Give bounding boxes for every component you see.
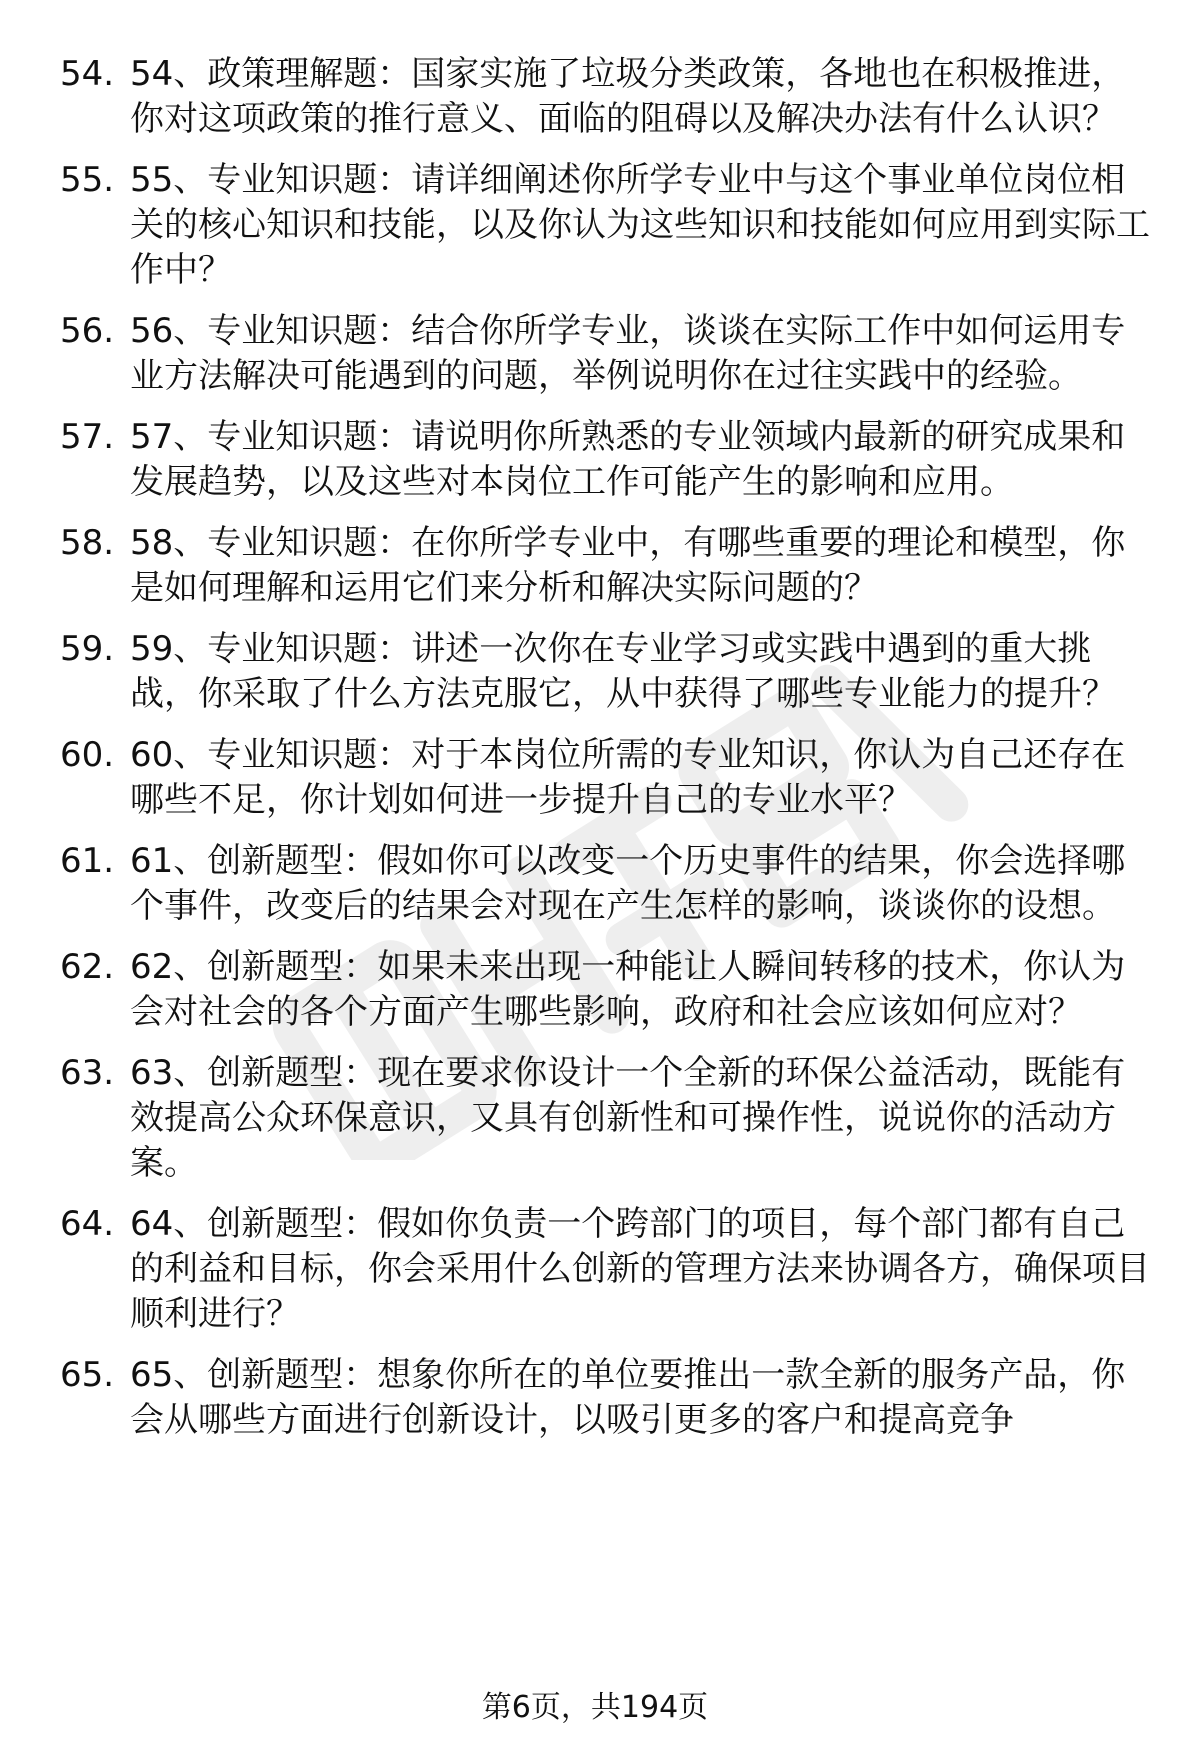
question-item [60,839,1150,929]
question-text: 65、创新题型：想象你所在的单位要推出一款全新的服务产品，你会从哪些方面进行创新设计，以吸引更多的客户和提高竞争 [130,1355,1126,1440]
question-number: 64. [60,1204,115,1244]
page-number-footer: 第6页，共194页 [481,1690,709,1725]
question-text: 59、专业知识题：讲述一次你在专业学习或实践中遇到的重大挑战，你采取了什么方法克服它，从中获得了哪些专业能力的提升？ [130,629,1116,714]
question-item [60,158,1150,293]
question-item [60,309,1150,399]
question-text: 56、专业知识题：结合你所学专业，谈谈在实际工作中如何运用专业方法解决可能遇到的问题，举例说明你在过往实践中的经验。 [130,311,1126,396]
question-number: 60. [60,735,115,775]
question-text: 62、创新题型：如果未来出现一种能让人瞬间转移的技术，你认为会对社会的各个方面产生哪些影响，政府和社会应该如何应对？ [130,947,1126,1032]
question-number: 56. [60,311,115,351]
question-list [60,52,1150,1459]
question-number: 57. [60,417,115,457]
question-text: 57、专业知识题：请说明你所熟悉的专业领域内最新的研究成果和发展趋势，以及这些对本岗位工作可能产生的影响和应用。 [130,417,1126,502]
question-number: 59. [60,629,115,669]
question-number: 62. [60,947,115,987]
question-item [60,1353,1150,1443]
question-text: 54、政策理解题：国家实施了垃圾分类政策，各地也在积极推进，你对这项政策的推行意义、面临的阻碍以及解决办法有什么认识？ [130,54,1126,139]
question-text: 60、专业知识题：对于本岗位所需的专业知识，你认为自己还存在哪些不足，你计划如何进一步提升自己的专业水平？ [130,735,1126,820]
question-number: 54. [60,54,115,94]
question-number: 65. [60,1355,115,1395]
question-item [60,733,1150,823]
question-item [60,945,1150,1035]
question-item [60,521,1150,611]
question-text: 55、专业知识题：请详细阐述你所学专业中与这个事业单位岗位相关的核心知识和技能，以及你认为这些知识和技能如何应用到实际工作中？ [130,160,1150,290]
question-number: 55. [60,160,115,200]
question-item [60,1051,1150,1186]
question-item [60,52,1150,142]
question-text: 63、创新题型：现在要求你设计一个全新的环保公益活动，既能有效提高公众环保意识，又具有创新性和可操作性，说说你的活动方案。 [130,1053,1126,1183]
question-number: 61. [60,841,115,881]
question-item [60,415,1150,505]
question-text: 61、创新题型：假如你可以改变一个历史事件的结果，你会选择哪个事件，改变后的结果会对现在产生怎样的影响，谈谈你的设想。 [130,841,1126,926]
question-text: 58、专业知识题：在你所学专业中，有哪些重要的理论和模型，你是如何理解和运用它们来分析和解决实际问题的？ [130,523,1126,608]
question-text: 64、创新题型：假如你负责一个跨部门的项目，每个部门都有自己的利益和目标，你会采用什么创新的管理方法来协调各方，确保项目顺利进行？ [130,1204,1150,1334]
question-item [60,1202,1150,1337]
question-number: 63. [60,1053,115,1093]
question-number: 58. [60,523,115,563]
question-item [60,627,1150,717]
